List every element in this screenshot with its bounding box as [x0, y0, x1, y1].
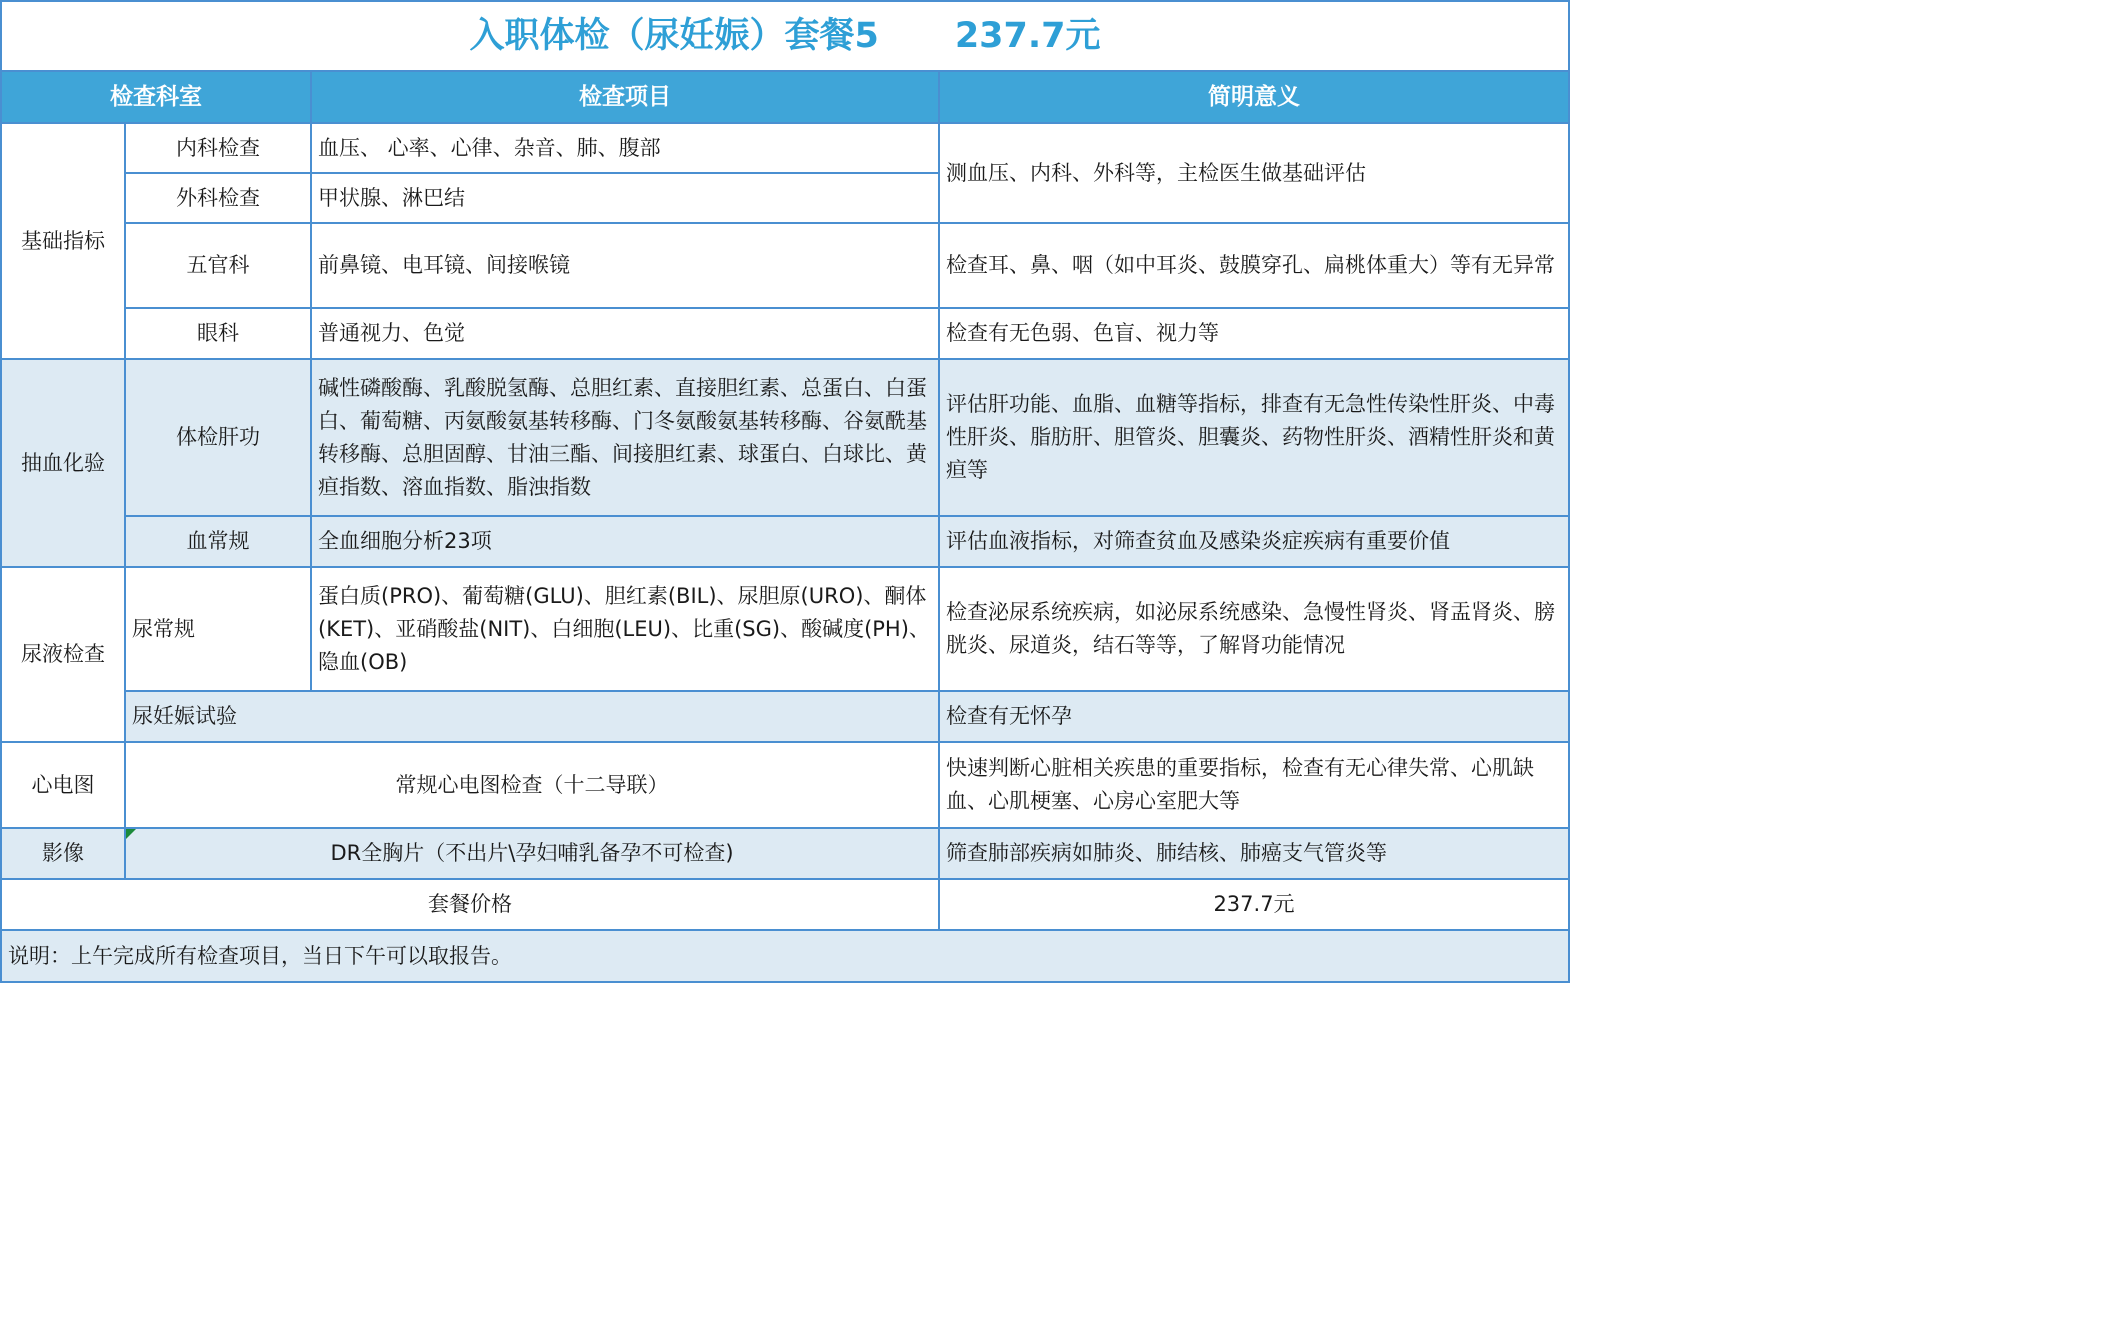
- comment-flag-icon: [126, 829, 136, 839]
- sub-ent: 五官科: [125, 223, 311, 308]
- meaning-liver: 评估肝功能、血脂、血糖等指标，排查有无急性传染性肝炎、中毒性肝炎、脂肪肝、胆管炎、胆囊炎、药物性肝炎、酒精性肝炎和黄疸等: [939, 359, 1569, 516]
- meaning-pregnancy-test: 检查有无怀孕: [939, 691, 1569, 742]
- package-price: 237.7元: [954, 15, 1101, 56]
- header-meaning: 简明意义: [939, 71, 1569, 123]
- section-ecg: 心电图: [1, 742, 125, 828]
- table-row: [1, 828, 1569, 879]
- sub-internal: 内科检查: [125, 123, 311, 173]
- package-name: 入职体检（尿妊娠）套餐5: [469, 15, 879, 56]
- items-eye: 普通视力、色觉: [311, 308, 939, 359]
- meaning-ent: 检查耳、鼻、咽（如中耳炎、鼓膜穿孔、扁桃体重大）等有无异常: [939, 223, 1569, 308]
- table-row: [1, 516, 1569, 567]
- section-imaging: 影像: [1, 828, 125, 879]
- header-dept: 检查科室: [1, 71, 311, 123]
- meaning-basic-shared: 测血压、内科、外科等，主检医生做基础评估: [939, 123, 1569, 223]
- sub-liver: 体检肝功: [125, 359, 311, 516]
- meaning-eye: 检查有无色弱、色盲、视力等: [939, 308, 1569, 359]
- table-row: [1, 691, 1569, 742]
- table-row: [1, 223, 1569, 308]
- sub-surgical: 外科检查: [125, 173, 311, 223]
- items-ecg: 常规心电图检查（十二导联）: [125, 742, 939, 828]
- price-row: [1, 879, 1569, 930]
- sub-eye: 眼科: [125, 308, 311, 359]
- table-title: [1, 1, 1569, 71]
- header-row: [1, 71, 1569, 123]
- meaning-imaging: 筛查肺部疾病如肺炎、肺结核、肺癌支气管炎等: [939, 828, 1569, 879]
- section-urine: 尿液检查: [1, 567, 125, 742]
- header-items: 检查项目: [311, 71, 939, 123]
- table-row: [1, 742, 1569, 828]
- section-basic: 基础指标: [1, 123, 125, 359]
- table-row: [1, 359, 1569, 516]
- sub-pregnancy-test: 尿妊娠试验: [125, 691, 939, 742]
- items-surgical: 甲状腺、淋巴结: [311, 173, 939, 223]
- items-imaging-cell: [125, 828, 939, 879]
- meaning-urine-routine: 检查泌尿系统疾病，如泌尿系统感染、急慢性肾炎、肾盂肾炎、膀胱炎、尿道炎，结石等等，了解肾功能情况: [939, 567, 1569, 691]
- meaning-ecg: 快速判断心脏相关疾患的重要指标，检查有无心律失常、心肌缺血、心肌梗塞、心房心室肥大等: [939, 742, 1569, 828]
- note-row: [1, 930, 1569, 982]
- items-liver: 碱性磷酸酶、乳酸脱氢酶、总胆红素、直接胆红素、总蛋白、白蛋白、葡萄糖、丙氨酸氨基转移酶、门冬氨酸氨基转移酶、谷氨酰基转移酶、总胆固醇、甘油三酯、间接胆红素、球蛋白、白球比、黄疸指数、溶血指数、脂浊指数: [311, 359, 939, 516]
- table-row: [1, 567, 1569, 691]
- price-label: 套餐价格: [1, 879, 939, 930]
- note-text: 说明：上午完成所有检查项目，当日下午可以取报告。: [1, 930, 1569, 982]
- title-row: [1, 1, 1569, 71]
- items-internal: 血压、 心率、心律、杂音、肺、腹部: [311, 123, 939, 173]
- items-blood-routine: 全血细胞分析23项: [311, 516, 939, 567]
- items-urine-routine: 蛋白质(PRO)、葡萄糖(GLU)、胆红素(BIL)、尿胆原(URO)、酮体(KET)、亚硝酸盐(NIT)、白细胞(LEU)、比重(SG)、酸碱度(PH)、隐血(OB): [311, 567, 939, 691]
- price-value: 237.7元: [939, 879, 1569, 930]
- sub-urine-routine: 尿常规: [125, 567, 311, 691]
- section-blood: 抽血化验: [1, 359, 125, 567]
- table-row: [1, 123, 1569, 173]
- items-imaging: DR全胸片（不出片\孕妇哺乳备孕不可检查): [330, 841, 734, 865]
- meaning-blood-routine: 评估血液指标，对筛查贫血及感染炎症疾病有重要价值: [939, 516, 1569, 567]
- table-row: [1, 308, 1569, 359]
- items-ent: 前鼻镜、电耳镜、间接喉镜: [311, 223, 939, 308]
- sub-blood-routine: 血常规: [125, 516, 311, 567]
